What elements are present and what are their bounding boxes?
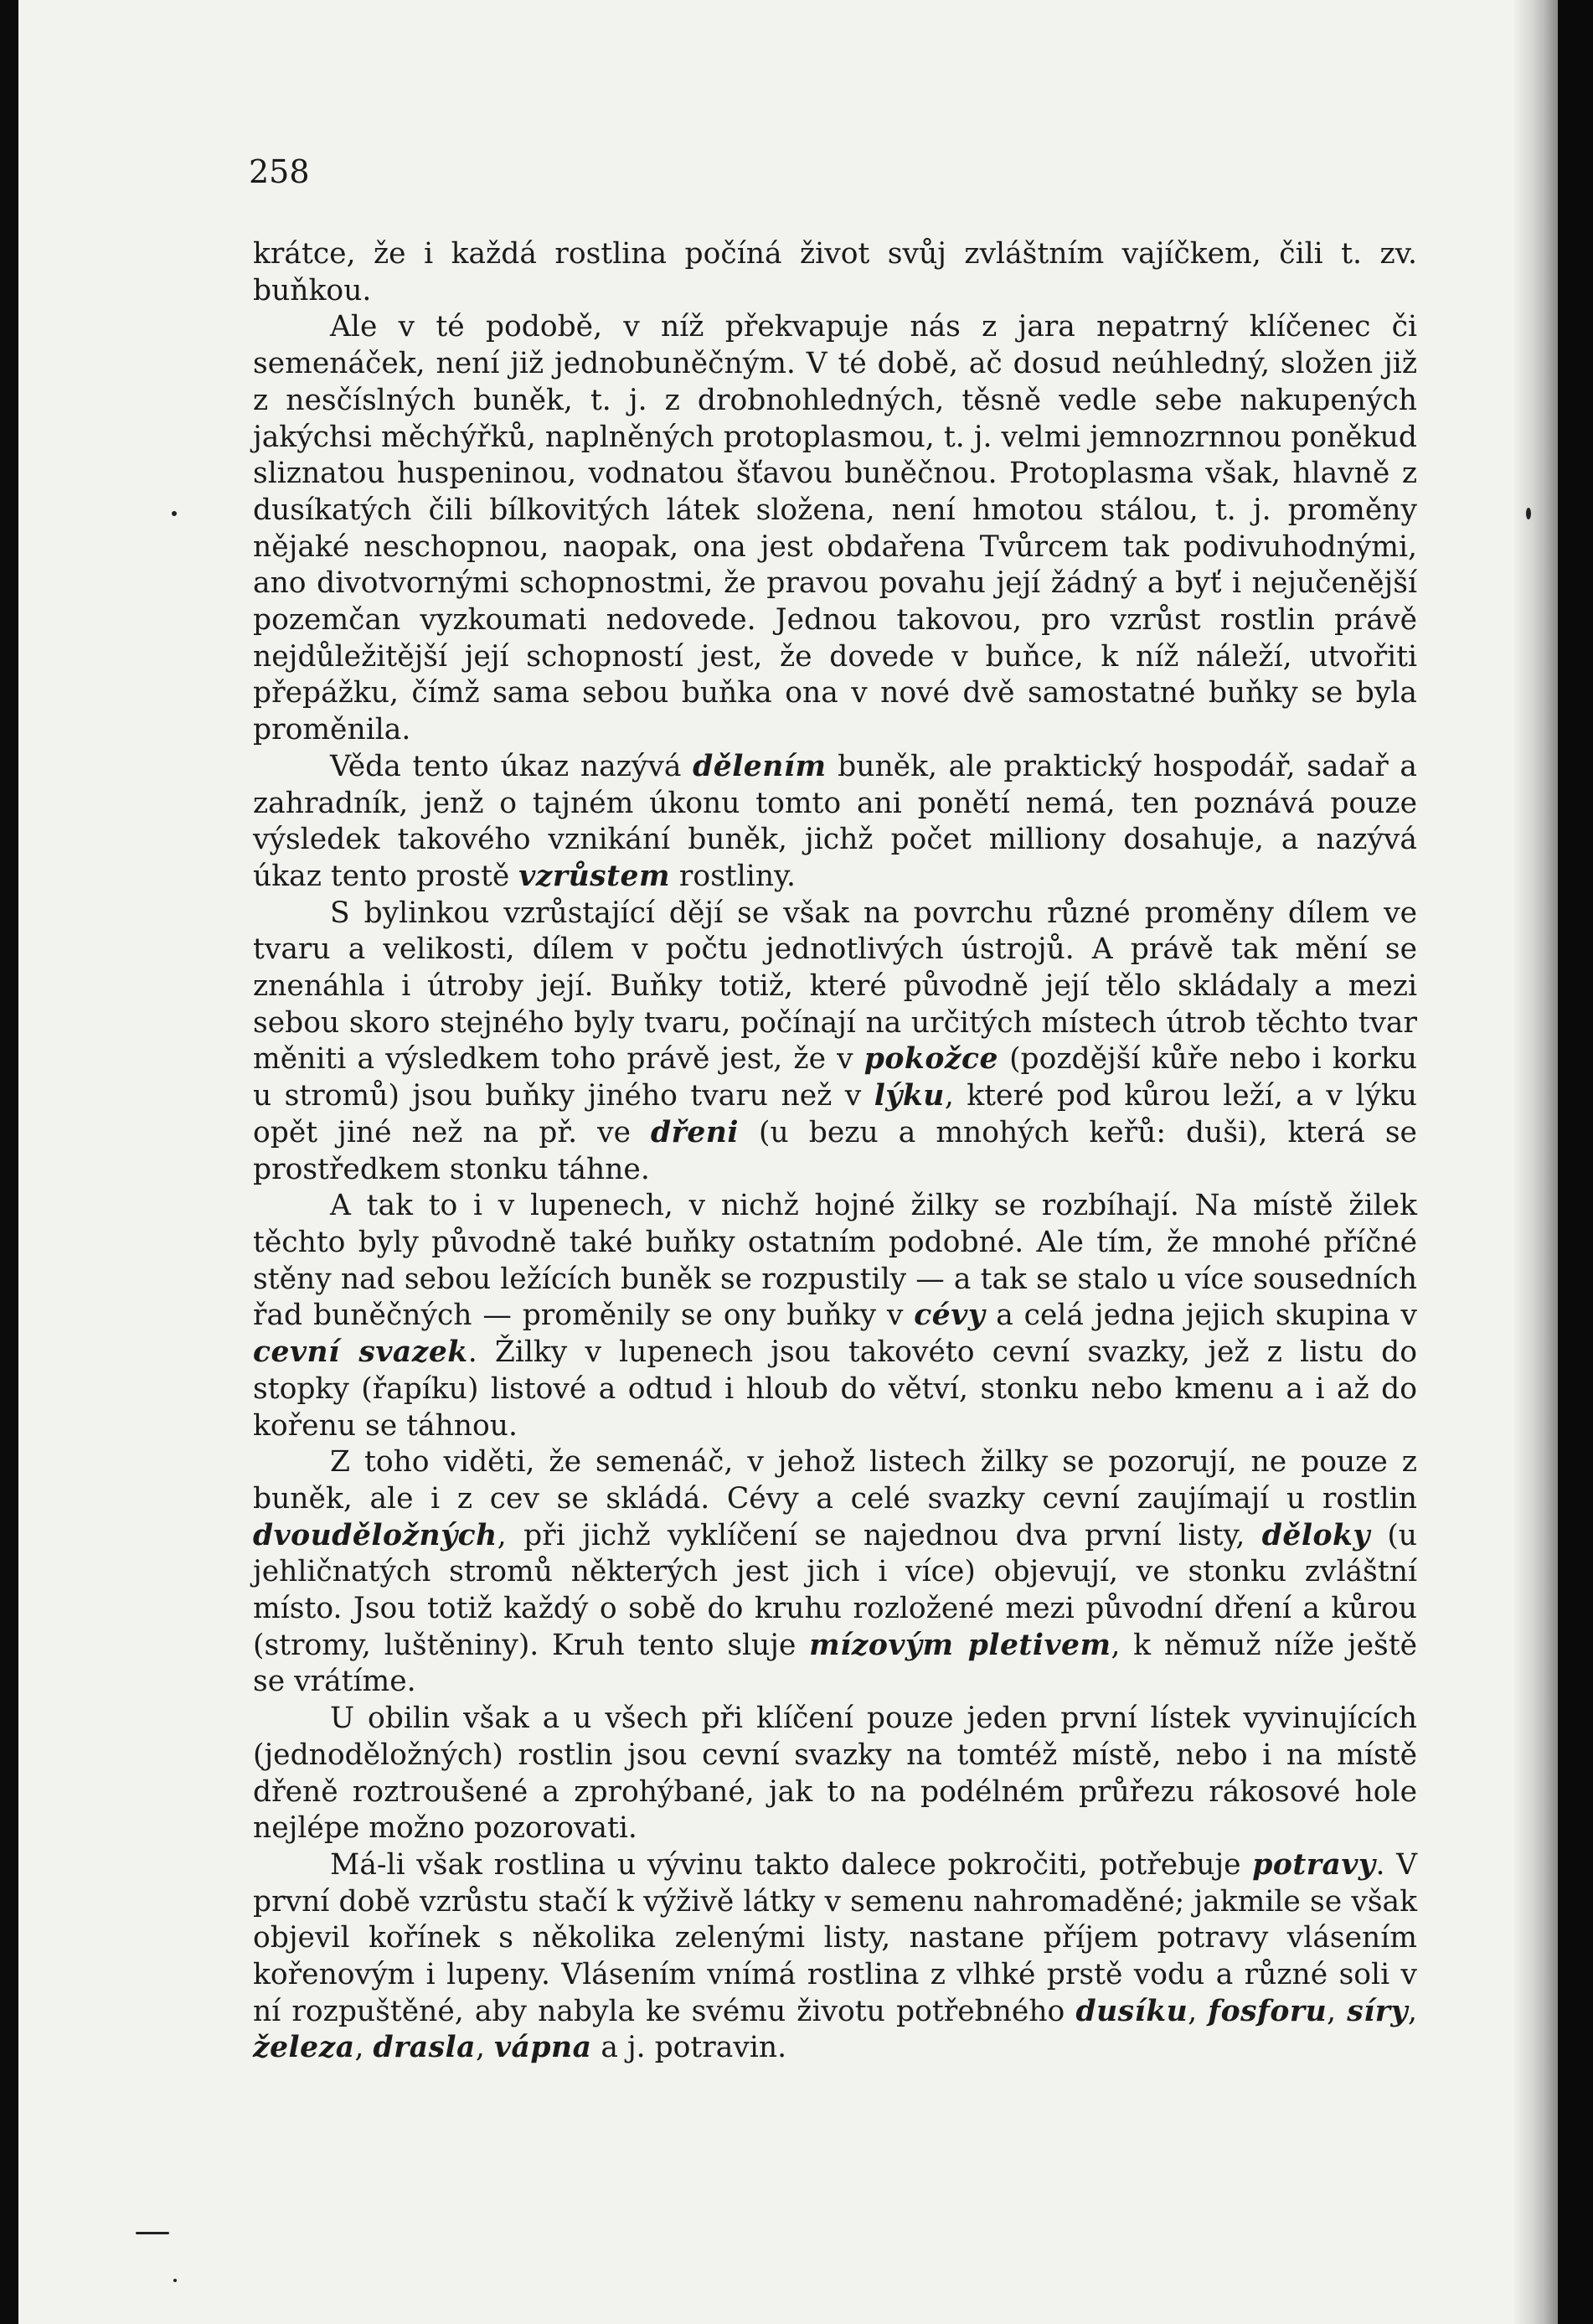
text-run: a j. potravin. <box>591 2031 787 2065</box>
paragraph <box>253 1701 1417 1847</box>
text-run: , <box>1327 1994 1348 2028</box>
emphasized-term: vzrůstem <box>518 859 670 893</box>
text-run: U obilin však a u všech při klíčení pouze jeden první lístek vyvinujících (jednoděložných) rostlin jsou cevní svazky na tomtéž místě, nebo i na místě dřeně roztroušené a zprohýbané, jak to na podélném průřezu rákosové hole nejlépe možno pozorovati. <box>253 1702 1417 1846</box>
emphasized-term: železa <box>253 2031 355 2065</box>
text-run: , které pod kůrou leží, a v lýku opět jiné než na př. ve <box>253 1079 1417 1149</box>
emphasized-term: dusíku <box>1075 1994 1188 2028</box>
text-run: Věda tento úkaz nazývá <box>330 749 693 783</box>
text-run: , <box>476 2031 494 2065</box>
emphasized-term: dřeni <box>651 1115 739 1149</box>
scan-speck <box>136 2232 169 2234</box>
emphasized-term: drasla <box>373 2031 477 2065</box>
emphasized-term: vápna <box>493 2031 592 2065</box>
page-edge <box>1514 0 1558 2324</box>
scan-speck <box>172 511 177 516</box>
body-text <box>253 236 1417 2067</box>
paragraph <box>253 1444 1417 1701</box>
emphasized-term: potravy <box>1252 1847 1376 1882</box>
page-number: 258 <box>249 153 310 190</box>
text-run: S bylinkou vzrůstající dějí se však na povrchu různé proměny dílem ve tvaru a velikosti, dílem v počtu jednotlivých ústrojů. A právě tak mění se znenáhla i útroby její. Buňky totiž, které původně její tělo skládaly a mezi sebou skoro stejného byly tvaru, počínají na určitých místech útrob těchto tvar měniti a výsledkem toho právě jest, že v <box>253 896 1417 1077</box>
scan-speck <box>173 2279 177 2282</box>
paragraph <box>253 309 1417 748</box>
text-run: . V první době vzrůstu stačí k výživě látky v semenu nahromaděné; jakmile se však objevil kořínek s několika zelenými listy, nastane příjem potravy vlásením kořenovým i lupeny. Vlásením vnímá rostlina z vlhké prstě vodu a různé soli v ní rozpuštěné, aby nabyla ke svému životu potřebného <box>253 1847 1417 2028</box>
text-run: Má-li však rostlina u vývinu takto dalece pokročiti, potřebuje <box>330 1847 1253 1882</box>
text-run: . Žilky v lupenech jsou takovéto cevní svazky, jež z listu do stopky (řapíku) listové a odtud i hloub do větví, stonku nebo kmenu a i až do kořenu se táhnou. <box>253 1335 1417 1443</box>
paragraph <box>253 236 1417 309</box>
emphasized-term: mízovým pletivem <box>809 1628 1111 1662</box>
paragraph <box>253 896 1417 1189</box>
text-run: , <box>1188 1994 1209 2028</box>
emphasized-term: pokožce <box>864 1042 998 1077</box>
emphasized-term: síry <box>1347 1994 1409 2028</box>
text-run: , <box>354 2031 374 2065</box>
text-run: (u bezu a mnohých keřů: duši), která se prostředkem stonku táhne. <box>253 1115 1417 1186</box>
text-run: buněk, ale praktický hospodář, sadař a zahradník, jenž o tajném úkonu tomto ani ponětí nemá, ten poznává pouze výsledek takového vznikání buněk, jichž počet milliony dosahuje, a nazývá úkaz tento prostě <box>253 749 1417 893</box>
paragraph <box>253 1847 1417 2067</box>
scan-speck <box>1526 508 1531 519</box>
paragraph <box>253 1188 1417 1444</box>
text-run: , při jichž vyklíčení se najednou dva první listy, <box>497 1518 1262 1552</box>
text-run: krátce, že i každá rostlina počíná život svůj zvláštním vajíčkem, čili t. zv. buňkou. <box>253 237 1417 307</box>
text-run: (pozdější kůře nebo i korku u stromů) jsou buňky jiného tvaru než v <box>253 1042 1417 1113</box>
text-run: (u jehličnatých stromů některých jest jich i více) objevují, ve stonku zvláštní místo. Jsou totiž každý o sobě do kruhu rozložené mezi původní dření a kůrou (stromy, luštěniny). Kruh tento sluje <box>253 1518 1417 1662</box>
emphasized-term: dělením <box>693 749 827 783</box>
emphasized-term: lýku <box>874 1079 945 1113</box>
emphasized-term: cevní svazek <box>253 1335 468 1370</box>
text-run: , k němuž níže ještě se vrátíme. <box>253 1628 1418 1699</box>
paragraph <box>253 749 1417 896</box>
text-run: Ale v té podobě, v níž překvapuje nás z jara nepatrný klíčenec či semenáček, není již jednobuněčným. V té době, ač dosud neúhledný, složen již z nesčíslných buněk, t. j. z drobnohledných, těsně vedle sebe nakupených jakýchsi měchýřků, naplněných protoplasmou, t. j. velmi jemnozrnnou poněkud sliznatou huspeninou, vodnatou šťavou buněčnou. Protoplasma však, hlavně z dusíkatých čili bílkovitých látek složena, není hmotou stálou, t. j. proměny nějaké neschopnou, naopak, ona jest obdařena Tvůrcem tak podivuhodnými, ano divotvornými schopnostmi, že pravou povahu její žádný a byť i nejučenější pozemčan vyzkoumati nedovede. Jednou takovou, pro vzrůst rostlin právě nejdůležitější její schopností jest, že dovede v buňce, k níž náleží, utvořiti přepážku, čímž sama sebou buňka ona v nové dvě samostatné buňky se byla proměnila. <box>253 310 1417 747</box>
text-run: rostliny. <box>669 859 796 893</box>
text-run: , <box>1408 1994 1417 2028</box>
emphasized-term: fosforu <box>1208 1994 1328 2028</box>
emphasized-term: cévy <box>914 1299 986 1333</box>
text-run: Z toho viděti, že semenáč, v jehož listech žilky se pozorují, ne pouze z buněk, ale i z cev se skládá. Cévy a celé svazky cevní zaujímají u rostlin <box>253 1445 1417 1516</box>
text-run: a celá jedna jejich skupina v <box>985 1299 1417 1333</box>
scan-border <box>1558 0 1593 2324</box>
emphasized-term: dvouděložných <box>253 1518 497 1552</box>
emphasized-term: děloky <box>1261 1518 1370 1552</box>
text-run: A tak to i v lupenech, v nichž hojné žilky se rozbíhají. Na místě žilek těchto byly původně také buňky ostatním podobné. Ale tím, že mnohé příčné stěny nad sebou ležících buněk se rozpustily — a tak se stalo u více sousedních řad buněčných — proměnily se ony buňky v <box>253 1189 1417 1333</box>
